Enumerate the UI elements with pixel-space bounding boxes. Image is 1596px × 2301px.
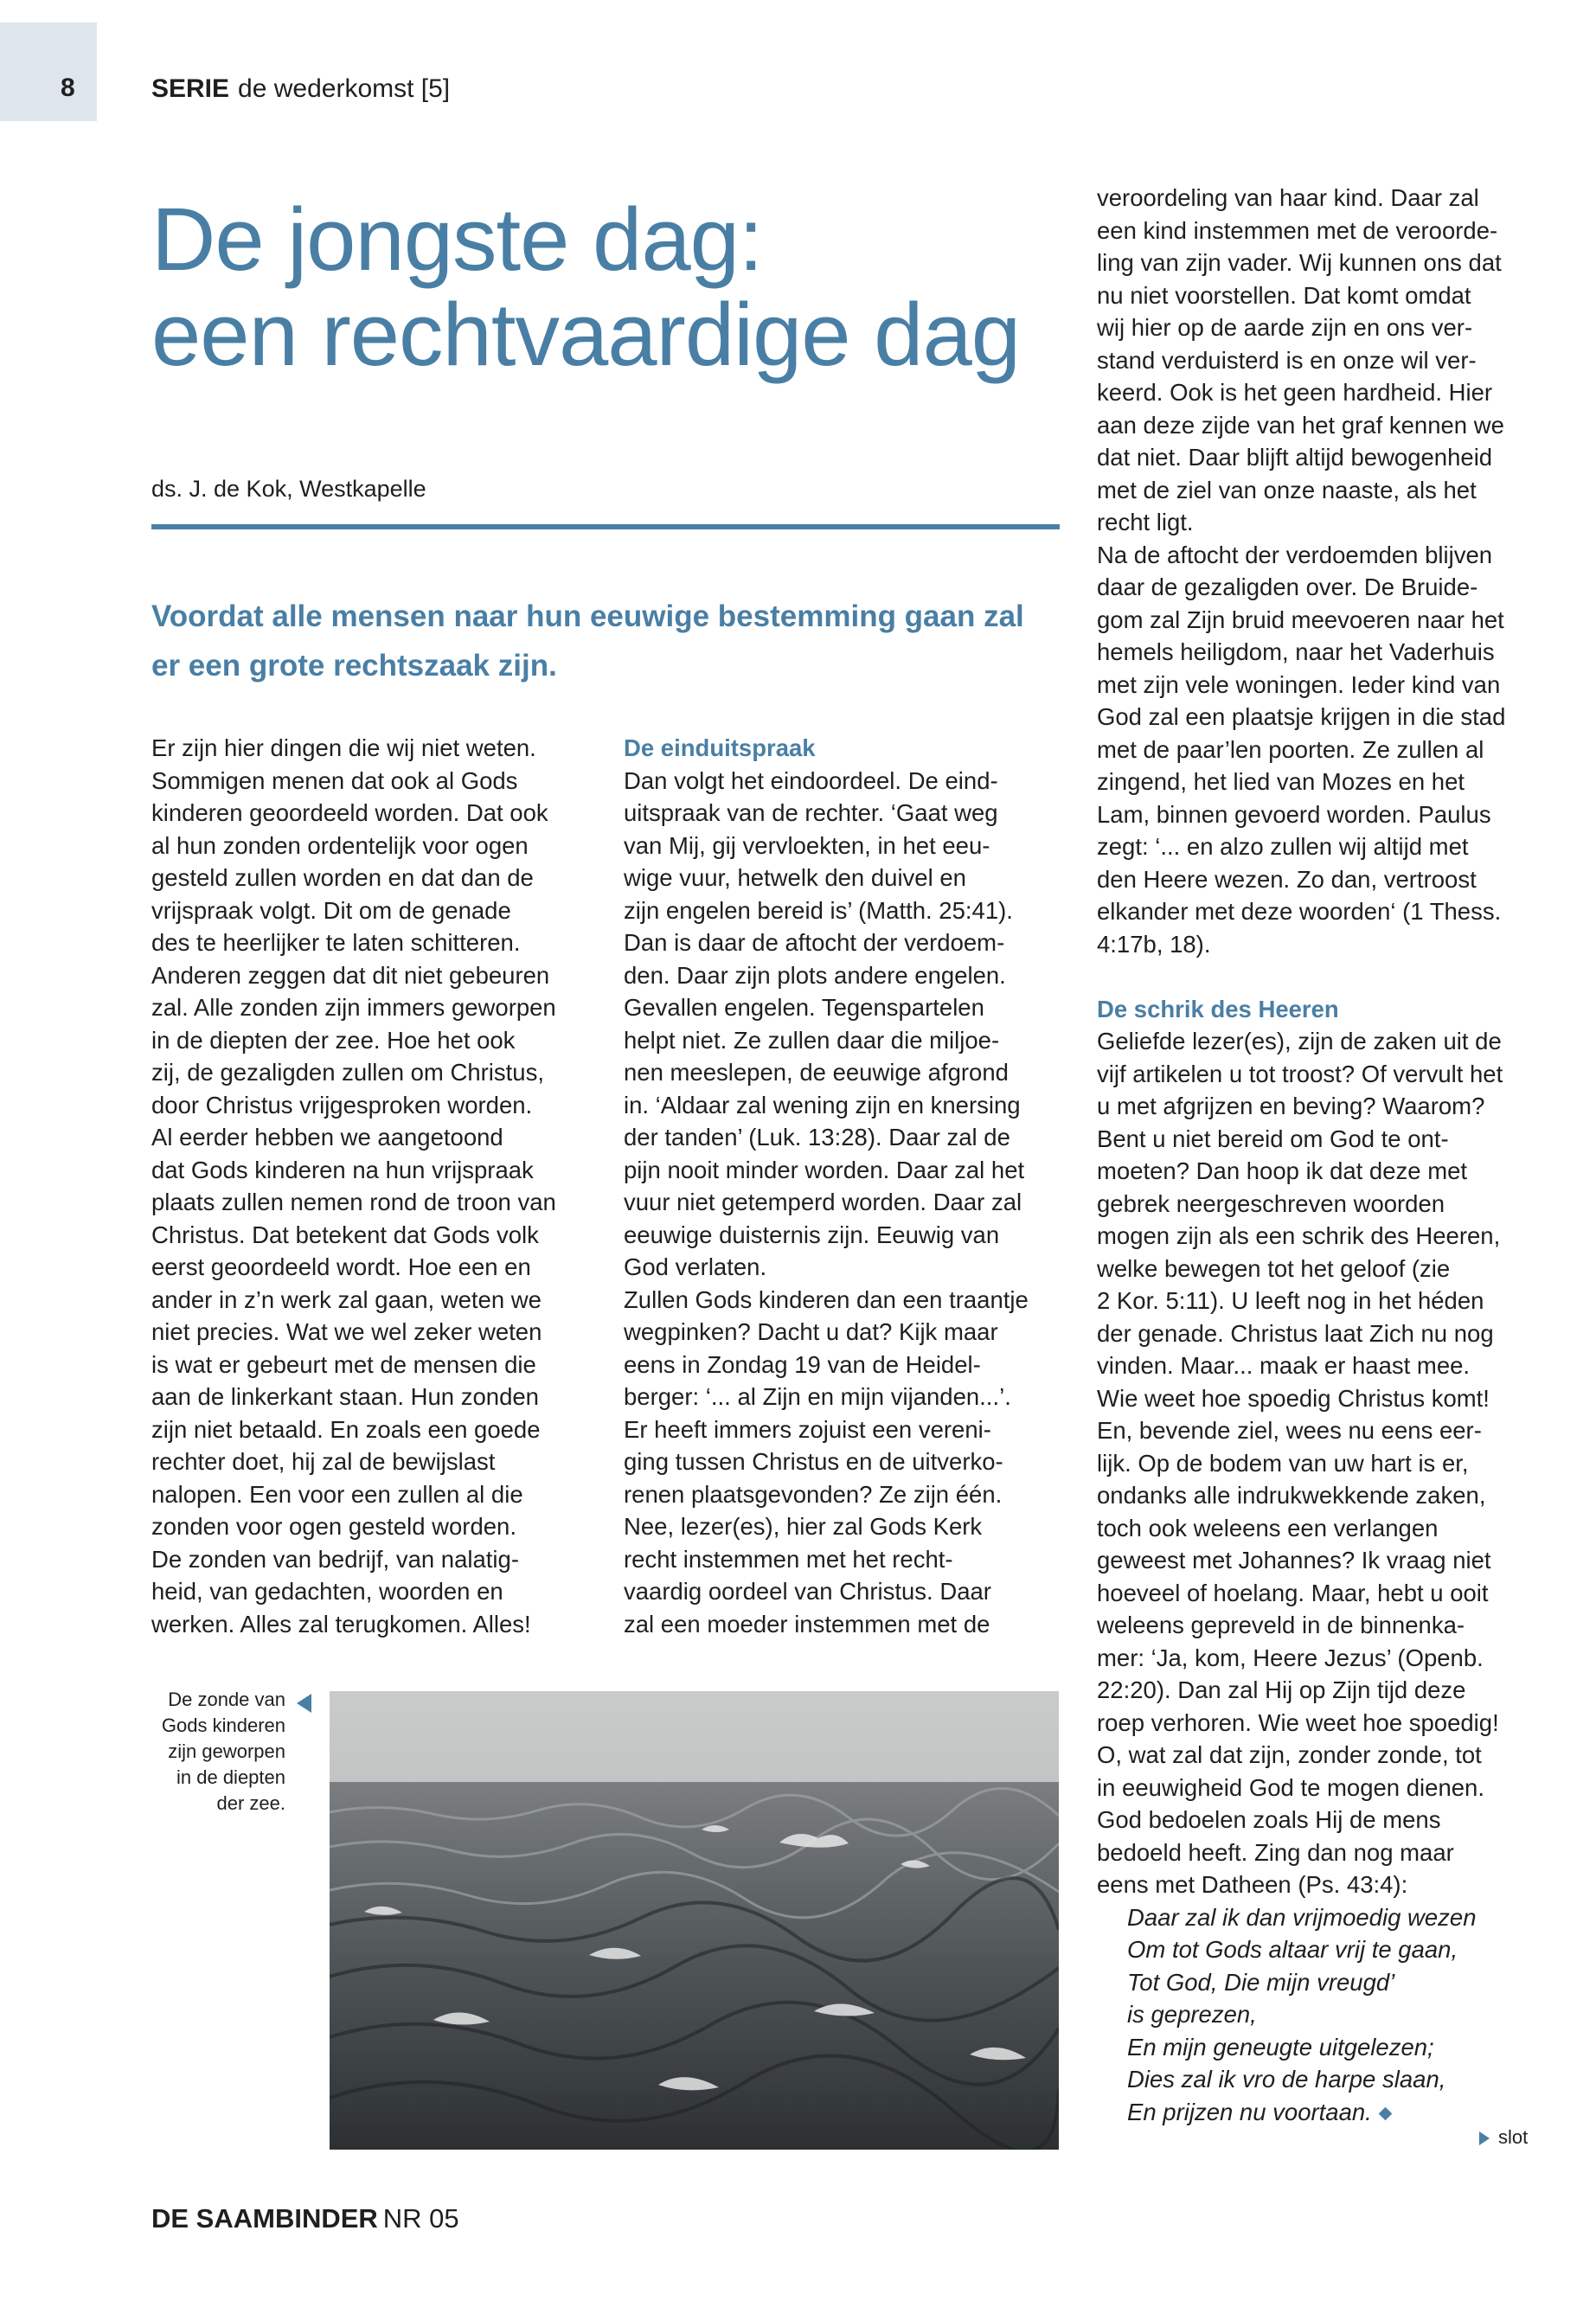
triangle-right-icon [1479, 2131, 1490, 2145]
body-line: weleens gepreveld in de binnenka- [1097, 1612, 1465, 1638]
body-line: Dan volgt het eindoordeel. De eind- [624, 766, 998, 794]
body-line: geweest met Johannes? Ik vraag niet [1097, 1547, 1491, 1574]
body-line: En, bevende ziel, wees nu eens eer- [1097, 1417, 1482, 1444]
body-line: zal. Alle zonden zijn immers geworpen [151, 994, 556, 1021]
body-line: eens in Zondag 19 van de Heidel- [624, 1350, 981, 1378]
body-line: recht instemmen met het recht- [624, 1545, 953, 1573]
body-line: ling van zijn vader. Wij kunnen ons dat [1097, 249, 1502, 276]
body-line: Christus. Dat betekent dat Gods volk [151, 1221, 539, 1248]
body-line: door Christus vrijgesproken worden. [151, 1091, 533, 1118]
body-line: aan de linkerkant staan. Hun zonden [151, 1383, 539, 1410]
body-line: eerst geoordeeld wordt. Hoe een en [151, 1253, 531, 1280]
series-header [151, 74, 450, 104]
body-line: u met afgrijzen en beving? Waarom? [1097, 1093, 1485, 1119]
text-column-2 [624, 732, 1061, 1640]
body-line: Zullen Gods kinderen dan een traantje [624, 1285, 1029, 1313]
body-line: wige vuur, hetwelk den duivel en [624, 864, 966, 891]
body-line: zij, de gezaligden zullen om Christus, [151, 1059, 544, 1086]
body-line: 22:20). Dan zal Hij op Zijn tijd deze [1097, 1676, 1466, 1703]
body-line: gom zal Zijn bruid meevoeren naar het [1097, 606, 1504, 633]
body-line: in de diepten der zee. Hoe het ook [151, 1026, 516, 1054]
body-line: gesteld zullen worden en dat dan de [151, 864, 534, 891]
body-line: den. Daar zijn plots andere engelen. [624, 961, 1006, 989]
body-line: met de paar’len poorten. Ze zullen al [1097, 735, 1484, 763]
caption-line: De zonde van [168, 1689, 285, 1710]
body-line: nu niet voorstellen. Dat komt omdat [1097, 281, 1471, 309]
body-line: Nee, lezer(es), hier zal Gods Kerk [624, 1513, 983, 1540]
body-line: God bedoelen zoals Hij de mens [1097, 1806, 1441, 1833]
body-line: zal een moeder instemmen met de [624, 1610, 990, 1638]
body-line: Er zijn hier dingen die wij niet weten. [151, 734, 536, 761]
body-line: renen plaatsgevonden? Ze zijn één. [624, 1480, 1003, 1508]
poem-line: Daar zal ik dan vrijmoedig wezen [1127, 1903, 1477, 1931]
body-line: roep verhoren. Wie weet hoe spoedig! [1097, 1708, 1499, 1736]
body-line: niet precies. Wat we wel zeker weten [151, 1318, 542, 1345]
body-line: vrijspraak volgt. Dit om de genade [151, 896, 511, 924]
body-line: der tanden’ (Luk. 13:28). Daar zal de [624, 1124, 1010, 1150]
body-line: heid, van gedachten, woorden en [151, 1578, 503, 1605]
body-line: stand verduisterd is en onze wil ver- [1097, 346, 1477, 374]
body-line: Geliefde lezer(es), zijn de zaken uit de [1097, 1028, 1502, 1054]
section-heading-einduitspraak: De einduitspraak [624, 734, 816, 761]
body-line: wegpinken? Dacht u dat? Kijk maar [624, 1318, 998, 1345]
stormy-sea-image [330, 1691, 1059, 2150]
body-line: bedoeld heeft. Zing dan nog maar [1097, 1838, 1454, 1866]
body-line: Lam, binnen gevoerd worden. Paulus [1097, 800, 1491, 828]
body-line: God verlaten. [624, 1253, 767, 1280]
body-line: 4:17b, 18). [1097, 930, 1211, 958]
body-line: uitspraak van de rechter. ‘Gaat weg [624, 799, 998, 826]
body-line: gebrek neergeschreven woorden [1097, 1189, 1445, 1217]
body-line: ander in z’n werk zal gaan, weten we [151, 1285, 542, 1313]
body-line: vinden. Maar... maak er haast mee. [1097, 1352, 1471, 1379]
body-line: is wat er gebeurt met de mensen die [151, 1350, 536, 1378]
body-line: rechter doet, hij zal de bewijslast [151, 1448, 496, 1475]
body-line: vijf artikelen u tot troost? Of vervult het [1097, 1060, 1503, 1087]
body-line: daar de gezaligden over. De Bruide- [1097, 574, 1478, 600]
body-line: Wie weet hoe spoedig Christus komt! [1097, 1384, 1490, 1412]
body-line: met zijn vele woningen. Ieder kind van [1097, 670, 1501, 698]
body-line: dat Gods kinderen na hun vrijspraak [151, 1156, 534, 1183]
body-line: hemels heiligdom, naar het Vaderhuis [1097, 638, 1495, 665]
sea-photo [330, 1691, 1059, 2150]
title-line: De jongste dag: [151, 189, 763, 289]
body-line: helpt niet. Ze zullen daar die miljoe- [624, 1026, 1000, 1054]
magazine-name: DE SAAMBINDER [151, 2203, 378, 2234]
body-line: ging tussen Christus en de uitverko- [624, 1448, 1003, 1475]
body-line: in. ‘Aldaar zal wening zijn en knersing [624, 1091, 1021, 1118]
poem-line: Tot God, Die mijn vreugd’ [1127, 1968, 1395, 1996]
body-line: aan deze zijde van het graf kennen we [1097, 411, 1504, 439]
poem-line: En prijzen nu voortaan. [1097, 2096, 1547, 2129]
body-line: Al eerder hebben we aangetoond [151, 1124, 503, 1150]
body-line: mer: ‘Ja, kom, Heere Jezus’ (Openb. [1097, 1644, 1484, 1671]
page-number: 8 [61, 74, 75, 102]
body-line: wij hier op de aarde zijn en ons ver- [1097, 314, 1473, 341]
body-line: O, wat zal dat zijn, zonder zonde, tot [1097, 1741, 1482, 1768]
body-line: der genade. Christus laat Zich nu nog [1097, 1319, 1494, 1347]
body-line: een kind instemmen met de veroorde- [1097, 216, 1498, 244]
body-line: met de ziel van onze naaste, als het [1097, 476, 1477, 503]
issue-number: NR 05 [382, 2203, 459, 2234]
series-title: de wederkomst [5] [238, 74, 451, 103]
body-line: in eeuwigheid God te mogen dienen. [1097, 1773, 1484, 1801]
body-line: werken. Alles zal terugkomen. Alles! [151, 1610, 531, 1638]
body-line: al hun zonden ordentelijk voor ogen [151, 831, 529, 859]
caption-line: zijn geworpen [168, 1740, 285, 1762]
body-line: zonden voor ogen gesteld worden. [151, 1513, 516, 1540]
body-line: Er heeft immers zojuist een vereni- [624, 1415, 991, 1443]
poem-line: En mijn geneugte uitgelezen; [1127, 2033, 1434, 2061]
body-line: zegt: ‘... en alzo zullen wij altijd met [1097, 833, 1469, 860]
body-line: recht ligt. [1097, 509, 1194, 535]
title-line: een rechtvaardige dag [151, 285, 1021, 384]
body-line: Gevallen engelen. Tegenspartelen [624, 994, 984, 1021]
body-line: ondanks alle indrukwekkende zaken, [1097, 1482, 1486, 1509]
body-line: berger: ‘... al Zijn en mijn vijanden...’. [624, 1383, 1011, 1410]
body-line: pijn nooit minder worden. Daar zal het [624, 1156, 1025, 1183]
body-line: mogen zijn als een schrik des Heeren, [1097, 1222, 1501, 1249]
body-line: hoeveel of hoelang. Maar, hebt u ooit [1097, 1579, 1489, 1606]
body-line: lijk. Op de bodem van uw hart is er, [1097, 1449, 1469, 1477]
body-line: kinderen geoordeeld worden. Dat ook [151, 799, 548, 826]
body-line: eeuwige duisternis zijn. Eeuwig van [624, 1221, 1000, 1248]
body-line: keerd. Ook is het geen hardheid. Hier [1097, 379, 1493, 406]
end-diamond-icon [1379, 2106, 1393, 2120]
poem-line: Om tot Gods altaar vrij te gaan, [1127, 1936, 1458, 1963]
body-line: den Heere wezen. Zo dan, vertroost [1097, 865, 1477, 893]
page-number-tab [0, 22, 97, 121]
body-line: Na de aftocht der verdoemden blijven [1097, 541, 1493, 568]
text-column-3 [1097, 182, 1547, 2128]
title-divider [151, 524, 1060, 529]
body-line: vaardig oordeel van Christus. Daar [624, 1578, 991, 1605]
caption-line: in de diepten [176, 1766, 285, 1788]
body-line: van Mij, gij vervloekten, in het eeu- [624, 831, 990, 859]
body-line: elkander met deze woorden‘ (1 Thess. [1097, 898, 1502, 925]
body-line: welke bewegen tot het geloof (zie [1097, 1254, 1451, 1282]
body-line: zijn engelen bereid is’ (Matth. 25:41). [624, 896, 1013, 924]
body-line: God zal een plaatsje krijgen in die stad [1097, 703, 1506, 730]
body-line: 2 Kor. 5:11). U leeft nog in het héden [1097, 1287, 1484, 1314]
body-line: Sommigen menen dat ook al Gods [151, 766, 518, 794]
paragraph-gap [1097, 960, 1547, 993]
body-line: Dan is daar de aftocht der verdoem- [624, 929, 1005, 956]
poem-line: is geprezen, [1127, 2001, 1257, 2028]
body-line: eens met Datheen (Ps. 43:4): [1097, 1871, 1408, 1898]
lead-paragraph [151, 592, 1068, 690]
text-column-1 [151, 732, 588, 1640]
caption-line: Gods kinderen [161, 1715, 285, 1736]
photo-caption [104, 1687, 285, 1817]
body-line: zijn niet betaald. En zoals een goede [151, 1415, 541, 1443]
body-line: Anderen zeggen dat dit niet gebeuren [151, 961, 550, 989]
caption-line: der zee. [216, 1792, 285, 1814]
poem-line: Dies zal ik vro de harpe slaan, [1127, 2066, 1446, 2093]
section-heading-schrik: De schrik des Heeren [1097, 995, 1339, 1022]
series-label: SERIE [151, 74, 230, 103]
body-line: De zonden van bedrijf, van nalatig- [151, 1545, 519, 1573]
body-line: des te heerlijker te laten schitteren. [151, 929, 521, 956]
article-title [151, 189, 1068, 384]
body-line: nalopen. Een voor een zullen al die [151, 1480, 523, 1508]
body-line: nen meeslepen, de eeuwige afgrond [624, 1059, 1009, 1086]
footer [151, 2203, 459, 2234]
body-line: vuur niet getemperd worden. Daar zal [624, 1189, 1022, 1215]
body-line: dat niet. Daar blijft altijd bewogenheid [1097, 444, 1493, 471]
body-line: veroordeling van haar kind. Daar zal [1097, 184, 1479, 211]
body-line: zingend, het lied van Mozes en het [1097, 768, 1465, 795]
slot-label: slot [1498, 2126, 1529, 2148]
lead-line: Voordat alle mensen naar hun eeuwige bestemming gaan zal [151, 599, 1024, 633]
caption-arrow-icon [297, 1694, 311, 1713]
body-line: Bent u niet bereid om God te ont- [1097, 1125, 1449, 1152]
body-line: plaats zullen nemen rond de troon van [151, 1189, 556, 1215]
body-line: moeten? Dan hoop ik dat deze met [1097, 1157, 1468, 1184]
article-end-marker [1479, 2126, 1528, 2149]
body-line: toch ook weleens een verlangen [1097, 1514, 1439, 1541]
lead-line: er een grote rechtszaak zijn. [151, 649, 557, 683]
author-byline: ds. J. de Kok, Westkapelle [151, 476, 426, 502]
